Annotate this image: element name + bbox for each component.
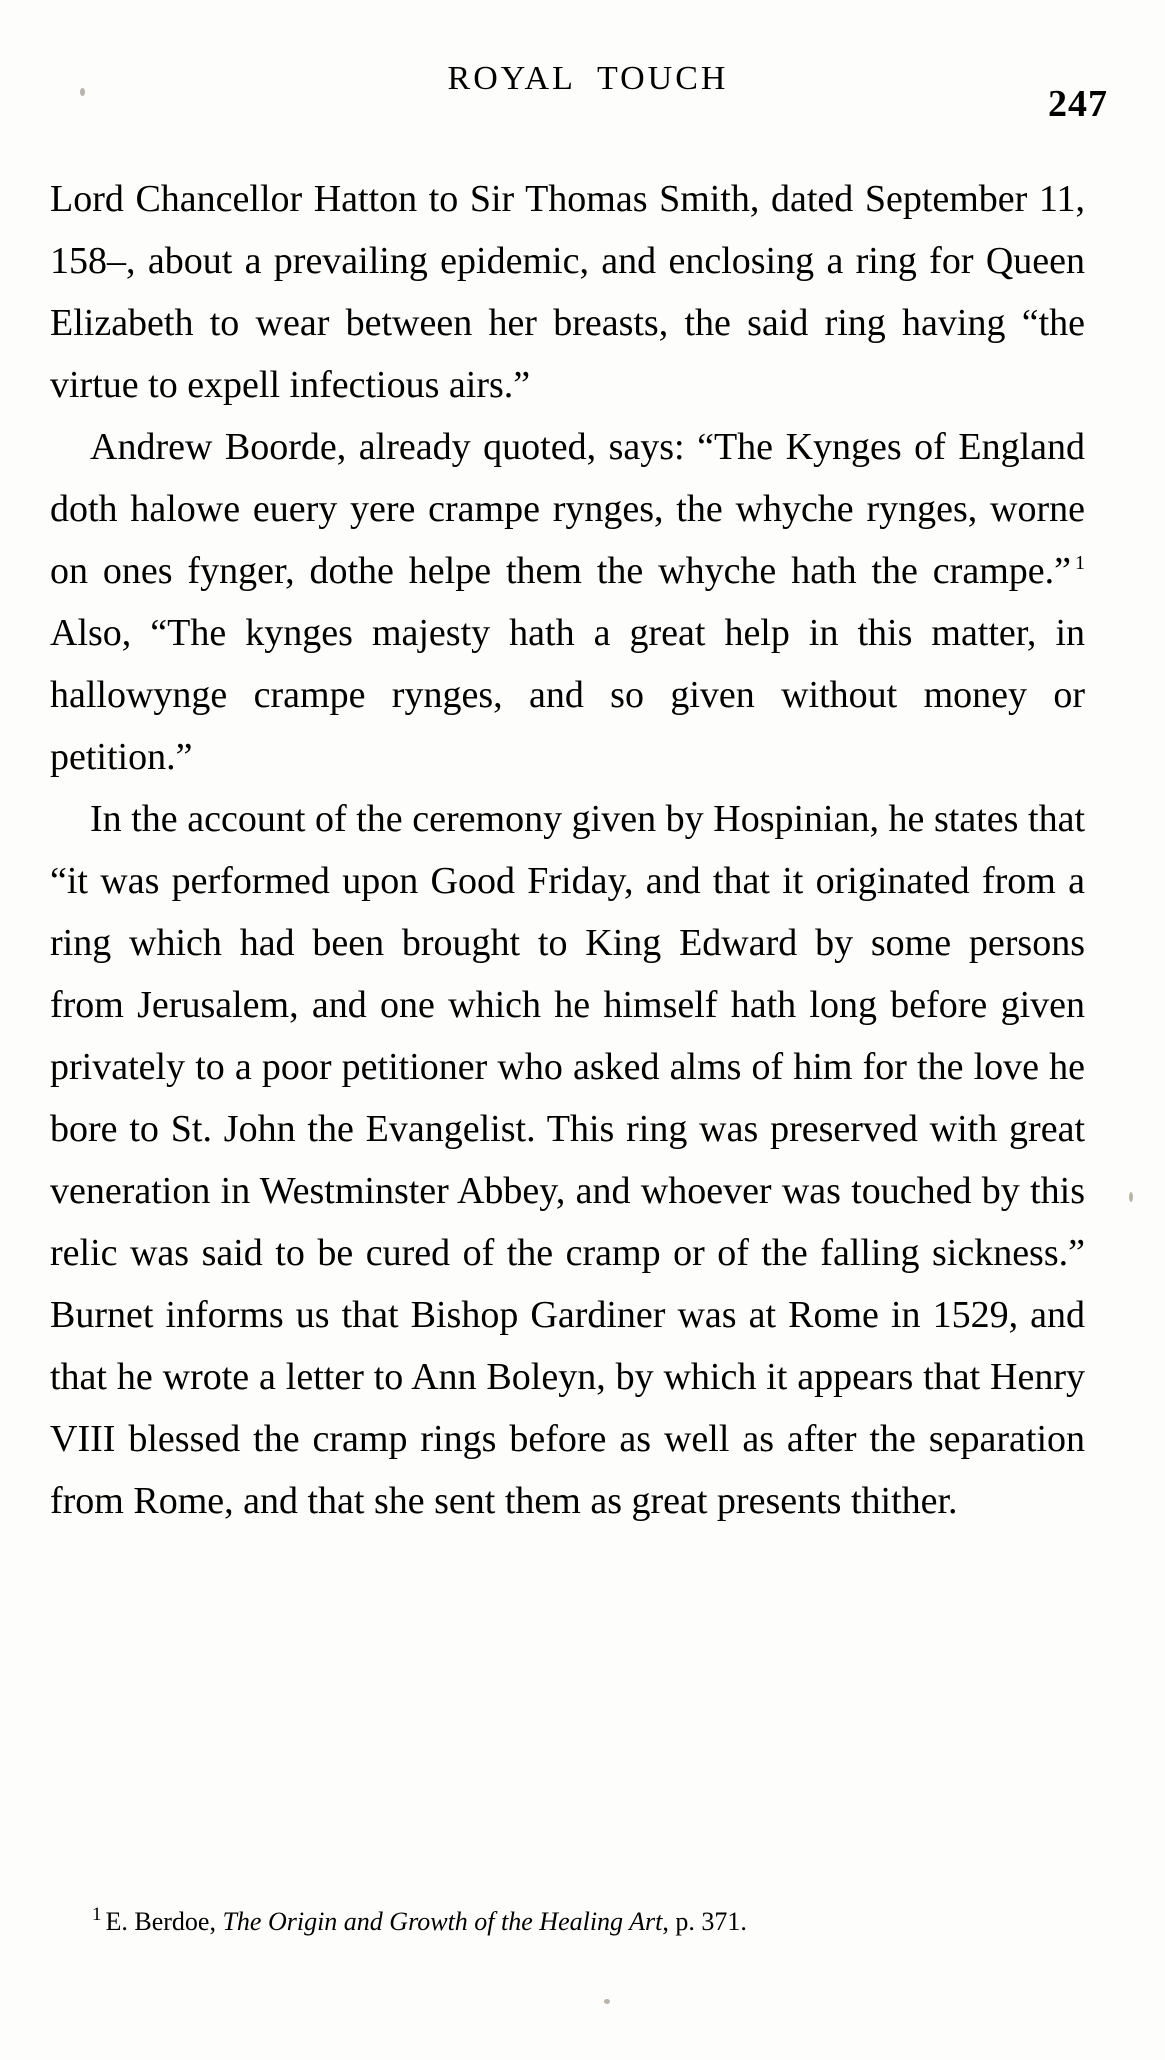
paragraph-text-before-note: Andrew Boorde, already quoted, says: “The Kynges of England doth halowe euery yere crampe rynges, the whyche rynges, worne on ones fynger, dothe helpe them the whyche hath the crampe.” — [50, 426, 1085, 592]
page-header — [48, 60, 1118, 130]
page-speck — [1129, 1192, 1133, 1202]
page-speck — [604, 1999, 610, 2004]
footnote-reference-marker[interactable]: 1 — [1075, 552, 1085, 575]
footnote-locator: , p. 371. — [662, 1907, 747, 1936]
body-text — [48, 168, 1085, 1532]
paragraph-text-after-note: Also, “The kynges majesty hath a great help in this matter, in hallowynge crampe rynges, and so given without money or petition.” — [50, 612, 1085, 778]
page-number: 247 — [1048, 83, 1108, 125]
footnote — [92, 1905, 1092, 1939]
footnote-author: E. Berdoe, — [105, 1907, 216, 1936]
paragraph-andrew-boorde — [50, 416, 1085, 788]
footnote-marker: 1 — [92, 1904, 102, 1926]
footnote-title: The Origin and Growth of the Healing Art — [222, 1907, 663, 1936]
paragraph-hospinian: In the account of the ceremony given by Hospinian, he states that “it was performed upon Good Friday, and that it originated from a ring which had been brought to King Edward by some persons from Jerusalem, and one which he himself hath long before given privately to a poor petitioner who asked alms of him for the love he bore to St. John the Evangelist. This ring was preserved with great veneration in Westminster Abbey, and whoever was touched by this relic was said to be cured of the cramp or of the falling sickness.” Burnet informs us that Bishop Gardiner was at Rome in 1529, and that he wrote a letter to Ann Boleyn, by which it appears that Henry VIII blessed the cramp rings before as well as after the separation from Rome, and that she sent them as great presents thither. — [50, 798, 1085, 1522]
running-head: ROYAL TOUCH — [447, 60, 729, 97]
paragraph-hatton-letter: Lord Chancellor Hatton to Sir Thomas Smith, dated September 11, 158–, about a prevailing epidemic, and enclosing a ring for Queen Elizabeth to wear between her breasts, the said ring having “the virtue to expell infectious airs.” — [50, 178, 1085, 406]
page-content — [48, 60, 1118, 1532]
